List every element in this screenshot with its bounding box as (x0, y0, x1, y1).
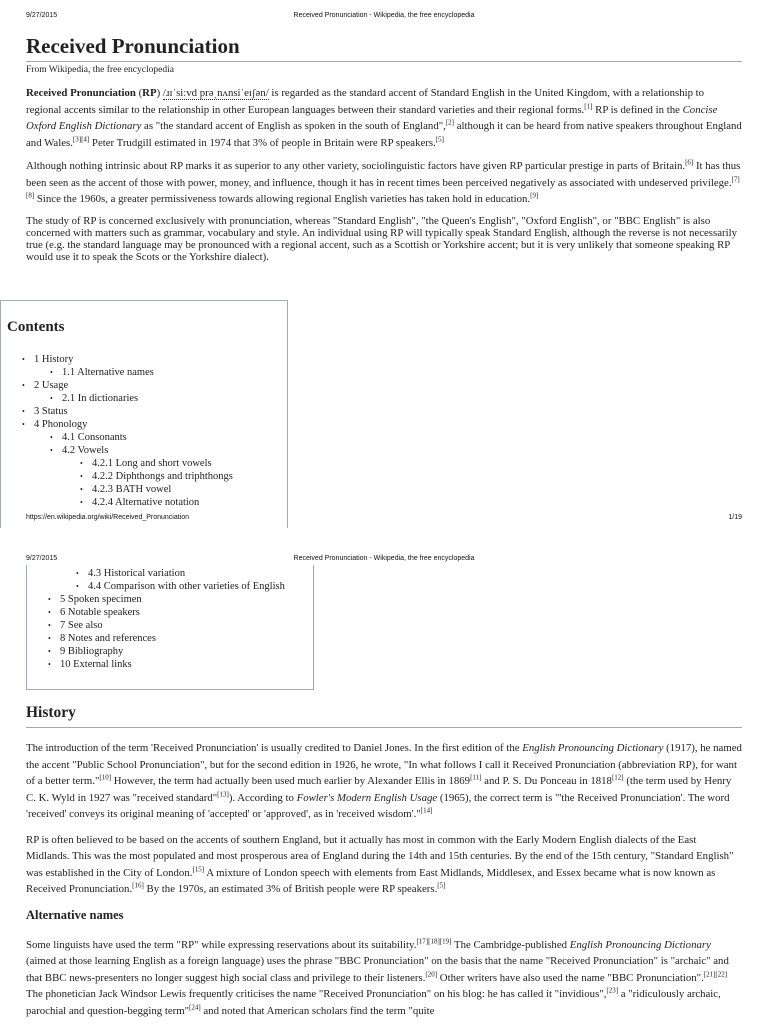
citation[interactable]: [6] (685, 158, 694, 167)
toc-item[interactable]: 6 Notable speakers • (48, 607, 140, 618)
toc-item[interactable]: 4.3 Historical variation • (76, 568, 186, 579)
book-title: English Pronouncing Dictionary (569, 938, 711, 951)
toc-item[interactable]: 8 Notes and references • (48, 633, 156, 644)
toc-item[interactable]: 2 Usage • (22, 380, 69, 391)
toc-item[interactable]: 3 Status • (22, 406, 68, 417)
toc-list (1, 343, 287, 509)
toc-item[interactable]: 4 Phonology • (22, 419, 88, 430)
bullet: • (76, 582, 79, 591)
bullet: • (48, 621, 51, 630)
toc-item[interactable]: 7 See also • (48, 620, 103, 631)
bullet: • (80, 485, 83, 494)
toc-item[interactable]: 1.1 Alternative names • (50, 367, 154, 378)
citation[interactable]: [20] (425, 969, 438, 978)
header-title: Received Pronunciation - Wikipedia, the free encyclopedia (293, 555, 475, 562)
intro-paragraph-3: The study of RP is concerned exclusively with pronunciation, whereas "Standard English", "the Queen's English", "Oxford English", or "BBC English" is also concerned with matters such as grammar, vocabulary and style. An individual using RP will typically speak Standard English, although the reverse is not necessarily true (e.g. the standard language may be pronounced with a regional accent, such as a Scottish or Yorkshire accent; but it is very unlikely that someone speaking RP would use it to speak the Scots or the Yorkshire dialect). (26, 214, 737, 264)
citation[interactable]: [9] (530, 191, 539, 200)
bullet: • (50, 433, 53, 442)
page-title: Received Pronunciation (26, 34, 742, 62)
bullet: • (22, 407, 25, 416)
header-date: 9/27/2015 (26, 12, 58, 19)
bullet: • (80, 459, 83, 468)
bullet: • (80, 498, 83, 507)
citation[interactable]: [23] (606, 986, 619, 995)
toc-item[interactable]: 9 Bibliography • (48, 646, 124, 657)
ipa-link[interactable]: /ɹɪˈsiːvd prəˌnʌnsiˈeɪʃən/ (162, 87, 269, 99)
book-title: Fowler's Modern English Usage (296, 791, 438, 804)
citation[interactable]: [13] (217, 789, 229, 798)
bullet: • (22, 355, 25, 364)
history-paragraph-1: The introduction of the term 'Received Pronunciation' is usually credited to Daniel Jones. In the first edition of the English Pronouncing Dictionary (1917), he named the accent "Public School Pronunciation", but for the second edition in 1926, he wrote, "In what follows I call it Received Pronunciation (abbreviation RP), for want of a better term."[10] However, the term had actually been used much earlier by Alexander Ellis in 1869[11] and P. S. Du Ponceau in 1818[12] (the term used by Henry C. K. Wyld in 1927 was "received standard"[13]). According to Fowler's Modern English Usage (1965), the correct term is "'the Received Pronunciation'. The word 'received' conveys its original meaning of 'accepted' or 'approved', as in 'received wisdom'."[14] (26, 742, 742, 820)
toc-item[interactable]: 4.2.1 Long and short vowels • (80, 458, 212, 469)
citation[interactable]: [1] (584, 101, 593, 110)
article-body (26, 34, 742, 271)
bullet: • (80, 472, 83, 481)
history-paragraph-2: RP is often believed to be based on the accents of southern England, but it actually has most in common with the Early Modern English dialects of the East Midlands. This was the most populated and most prosperous area of England during the 14th and 15th centuries. By the end of the 15th century, "Standard English" was established in the City of London.[15] A mixture of London speech with elements from East Midlands, Middlesex, and Essex became what is now known as Received Pronunciation.[16] By the 1970s, an estimated 3% of British people were RP speakers.[5] (26, 833, 734, 895)
header-title: Received Pronunciation - Wikipedia, the free encyclopedia (293, 12, 475, 19)
citation[interactable]: [7][8] (26, 174, 740, 200)
history-heading: History (26, 704, 742, 728)
term-bold: Received Pronunciation (26, 87, 136, 99)
citation[interactable]: [5] (437, 881, 446, 890)
citation[interactable]: [15] (192, 864, 205, 873)
toc-item[interactable]: 4.4 Comparison with other varieties of English • (76, 581, 285, 592)
abbr-bold: RP (142, 87, 157, 99)
pdf-page-2 (0, 551, 768, 1024)
bullet: • (50, 368, 53, 377)
citation[interactable]: [5] (435, 134, 444, 143)
citation[interactable]: [10] (99, 773, 112, 782)
toc-item[interactable]: 10 External links • (48, 659, 132, 670)
page-subtitle: From Wikipedia, the free encyclopedia (26, 65, 174, 75)
bullet: • (22, 381, 25, 390)
page-footer (26, 514, 742, 526)
toc-item[interactable]: 4.2.4 Alternative notation • (80, 497, 200, 508)
bullet: • (48, 595, 51, 604)
toc-item[interactable]: 2.1 In dictionaries • (50, 393, 139, 404)
bullet: • (48, 660, 51, 669)
alt-names-paragraph: Some linguists have used the term "RP" while expressing reservations about its suitability.[17][18][19] The Cambridge-published English Pronouncing Dictionary (aimed at those learning English as a foreign language) uses the phrase "BBC Pronunciation" on the basis that the name "Received Pronunciation" is "archaic" and that BBC news-presenters no longer suggest high social class and privilege to their listeners.[20] Other writers have also used the name "BBC Pronunciation".[21][22] The phonetician Jack Windsor Lewis frequently criticises the name "Received Pronunciation" on his blog: he has called it "invidious",[23] a "ridiculously archaic, parochial and question-begging term"[24] and noted that American scholars find the term "quite (26, 936, 729, 1017)
citation[interactable]: [21][22] (703, 969, 728, 978)
history-section (26, 704, 742, 1024)
toc-item[interactable]: 4.1 Consonants • (50, 432, 127, 443)
bullet: • (48, 647, 51, 656)
toc-list (27, 565, 313, 671)
bullet: • (48, 634, 51, 643)
bullet: • (48, 608, 51, 617)
toc-title: Contents (7, 319, 65, 335)
citation[interactable]: [16] (132, 881, 144, 890)
footer-url: https://en.wikipedia.org/wiki/Received_Pronunciation (26, 514, 190, 521)
bullet: • (50, 394, 53, 403)
table-of-contents (0, 300, 288, 528)
footer-page-number: 1/19 (728, 514, 742, 521)
citation[interactable]: [11] (470, 773, 482, 782)
toc-item[interactable]: 4.2.3 BATH vowel • (80, 484, 172, 495)
citation[interactable]: [12] (611, 773, 624, 782)
toc-item[interactable]: 1 History • (22, 354, 74, 365)
bullet: • (22, 420, 25, 429)
citation[interactable]: [24] (189, 1002, 201, 1011)
alternative-names-heading: Alternative names (26, 907, 124, 922)
dictionary-title: Concise Oxford English Dictionary (26, 103, 718, 132)
toc-item[interactable]: 4.2 Vowels • (50, 445, 109, 456)
header-date: 9/27/2015 (26, 555, 58, 562)
citation[interactable]: [14] (420, 806, 433, 815)
bullet: • (76, 569, 79, 578)
bullet: • (50, 446, 53, 455)
citation[interactable]: [2] (445, 118, 454, 127)
citation[interactable]: [17][18][19] (416, 936, 452, 945)
intro-paragraph-1: Received Pronunciation (RP) /ɹɪˈsiːvd prəˌnʌnsiˈeɪʃən/ is regarded as the standard accent of Standard English in the United Kingdom, with a relationship to regional accents similar to the relationship in other European languages between their standard varieties and their regional forms.[1] RP is defined in the Concise Oxford English Dictionary as "the standard accent of English as spoken in the south of England",[2] although it can be heard from native speakers throughout England and Wales.[3][4] Peter Trudgill estimated in 1974 that 3% of people in Britain were RP speakers.[5] (26, 87, 742, 149)
intro-paragraph-2: Although nothing intrinsic about RP marks it as superior to any other variety, sociolinguistic factors have given RP particular prestige in parts of Britain.[6] It has thus been seen as the accent of those with power, money, and influence, though it has in recent times been perceived negatively as associated with undeserved privilege.[7][8] Since the 1960s, a greater permissiveness towards allowing regional English varieties has taken hold in education.[9] (26, 158, 741, 205)
toc-item[interactable]: 4.2.2 Diphthongs and triphthongs • (80, 471, 233, 482)
page-gap (0, 528, 768, 551)
toc-item[interactable]: 5 Spoken specimen • (48, 594, 142, 605)
table-of-contents-continued (26, 565, 314, 690)
page-header (26, 12, 742, 24)
book-title: English Pronouncing Dictionary (522, 742, 664, 754)
citation[interactable]: [3][4] (72, 134, 90, 143)
